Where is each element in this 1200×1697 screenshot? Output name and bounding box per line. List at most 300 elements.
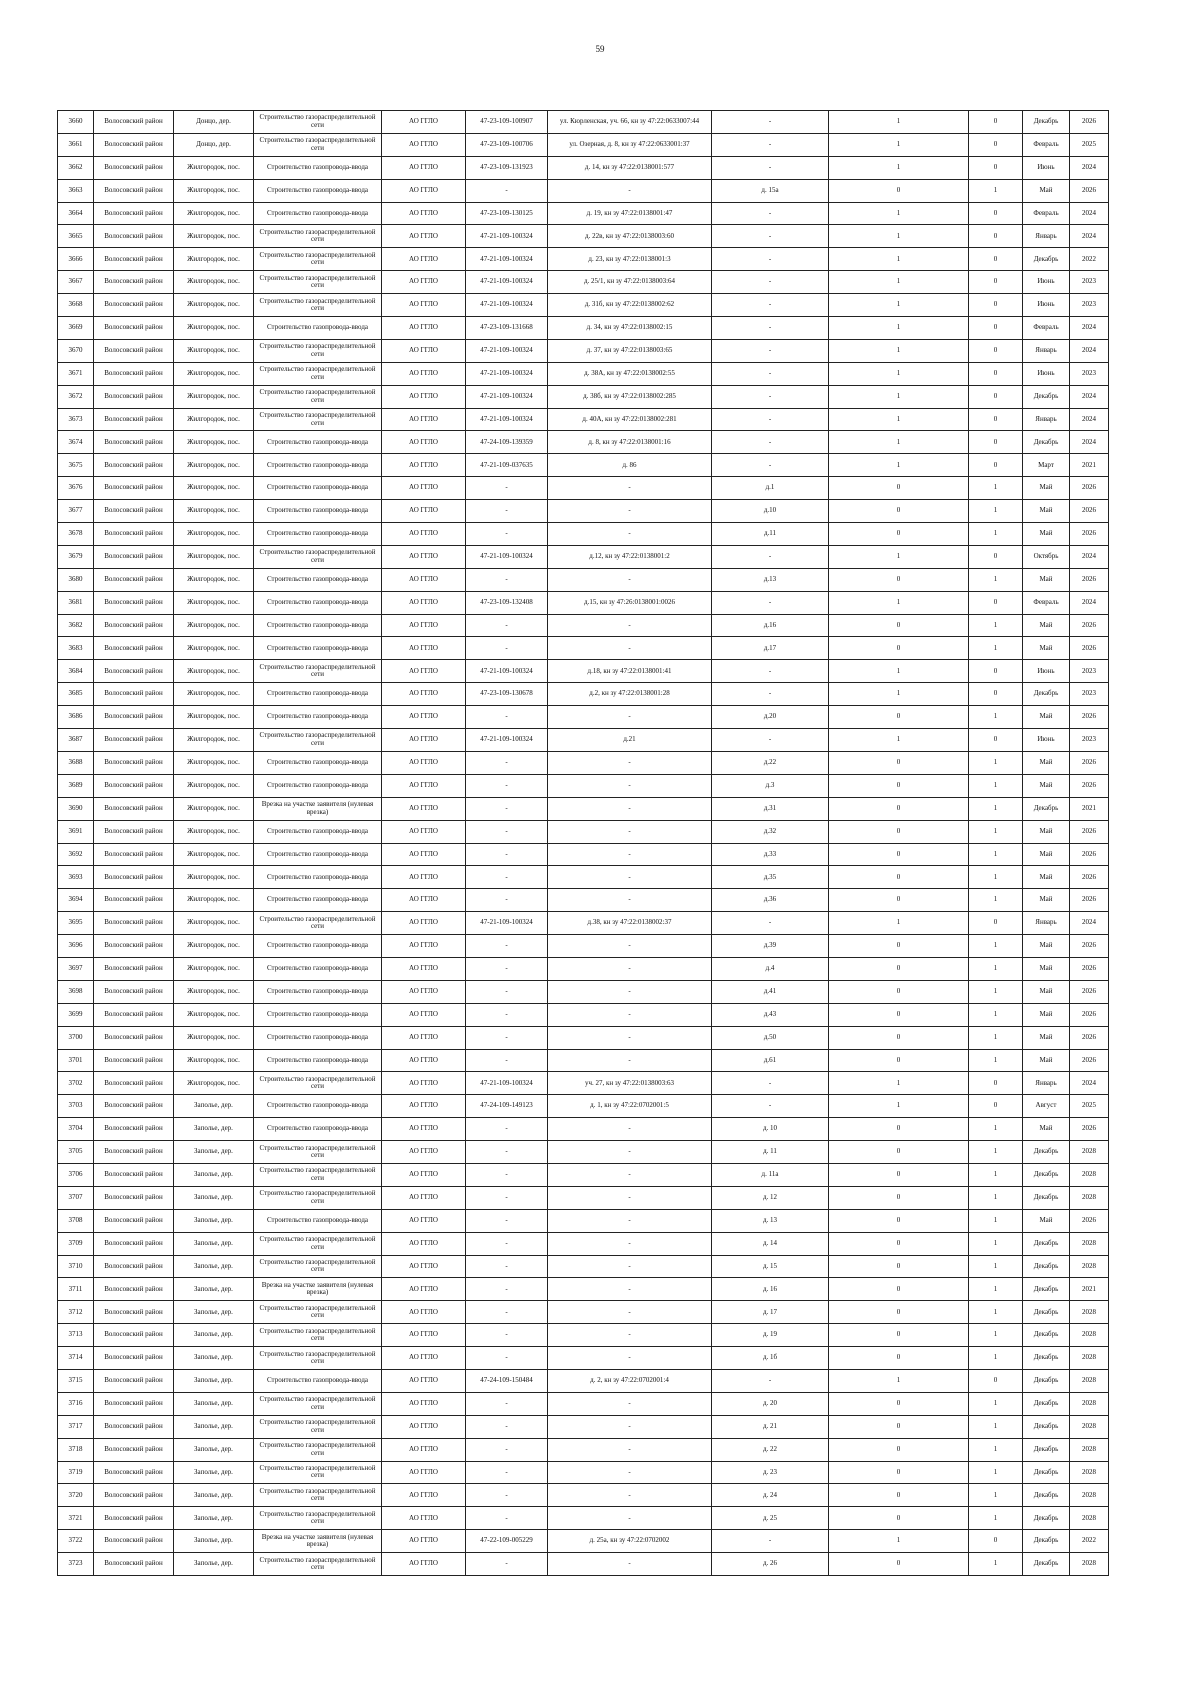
cell-row-number: 3709 xyxy=(58,1232,94,1255)
page-number: 59 xyxy=(595,44,605,54)
cell-work-type: Строительство газораспределительной сети xyxy=(254,1347,382,1370)
cell-address-cadastral: д. 40А, кн зу 47:22:0138002:281 xyxy=(548,408,712,431)
cell-application-number: 47-21-109-100324 xyxy=(466,545,548,568)
cell-settlement: Жилгородок, пос. xyxy=(174,935,254,958)
cell-year: 2028 xyxy=(1070,1141,1109,1164)
cell-count-a: 0 xyxy=(829,523,969,546)
cell-year: 2026 xyxy=(1070,500,1109,523)
cell-organization: АО ГГЛО xyxy=(382,248,466,271)
cell-house-number: д.32 xyxy=(712,820,829,843)
cell-count-b: 1 xyxy=(969,843,1023,866)
cell-count-b: 1 xyxy=(969,1232,1023,1255)
cell-organization: АО ГГЛО xyxy=(382,225,466,248)
cell-settlement: Жилгородок, пос. xyxy=(174,500,254,523)
cell-house-number: - xyxy=(712,339,829,362)
cell-settlement: Жилгородок, пос. xyxy=(174,660,254,683)
cell-work-type: Строительство газопровода-ввода xyxy=(254,1049,382,1072)
cell-year: 2026 xyxy=(1070,774,1109,797)
cell-count-a: 0 xyxy=(829,797,969,820)
cell-year: 2024 xyxy=(1070,317,1109,340)
cell-organization: АО ГГЛО xyxy=(382,1530,466,1553)
cell-month: Декабрь xyxy=(1023,1255,1070,1278)
cell-row-number: 3689 xyxy=(58,774,94,797)
cell-work-type: Строительство газопровода-ввода xyxy=(254,591,382,614)
cell-work-type: Строительство газораспределительной сети xyxy=(254,271,382,294)
cell-month: Май xyxy=(1023,1003,1070,1026)
cell-house-number: д. 12 xyxy=(712,1186,829,1209)
cell-application-number: - xyxy=(466,1141,548,1164)
cell-month: Август xyxy=(1023,1095,1070,1118)
cell-row-number: 3660 xyxy=(58,111,94,134)
cell-work-type: Строительство газораспределительной сети xyxy=(254,225,382,248)
cell-count-a: 0 xyxy=(829,1553,969,1576)
table-row xyxy=(58,1415,1109,1438)
cell-settlement: Жилгородок, пос. xyxy=(174,980,254,1003)
cell-organization: АО ГГЛО xyxy=(382,1278,466,1301)
cell-work-type: Строительство газопровода-ввода xyxy=(254,1369,382,1392)
table-row xyxy=(58,1141,1109,1164)
cell-address-cadastral: д. 25а, кн зу 47:22:0702002 xyxy=(548,1530,712,1553)
cell-district: Волосовский район xyxy=(94,1026,174,1049)
cell-count-b: 0 xyxy=(969,408,1023,431)
cell-row-number: 3701 xyxy=(58,1049,94,1072)
cell-year: 2024 xyxy=(1070,156,1109,179)
cell-count-a: 1 xyxy=(829,225,969,248)
cell-count-b: 0 xyxy=(969,317,1023,340)
cell-month: Декабрь xyxy=(1023,797,1070,820)
cell-district: Волосовский район xyxy=(94,431,174,454)
cell-year: 2028 xyxy=(1070,1507,1109,1530)
cell-organization: АО ГГЛО xyxy=(382,706,466,729)
table-row xyxy=(58,1209,1109,1232)
cell-year: 2028 xyxy=(1070,1438,1109,1461)
cell-settlement: Жилгородок, пос. xyxy=(174,889,254,912)
cell-address-cadastral: - xyxy=(548,1118,712,1141)
cell-address-cadastral: д.2, кн зу 47:22:0138001:28 xyxy=(548,683,712,706)
cell-work-type: Врезка на участке заявителя (нулевая врезка) xyxy=(254,1530,382,1553)
cell-count-a: 0 xyxy=(829,774,969,797)
cell-address-cadastral: - xyxy=(548,889,712,912)
cell-address-cadastral: д.12, кн зу 47:22:0138001:2 xyxy=(548,545,712,568)
cell-count-a: 0 xyxy=(829,1186,969,1209)
cell-settlement: Заполье, дер. xyxy=(174,1392,254,1415)
table-row xyxy=(58,1301,1109,1324)
cell-month: Декабрь xyxy=(1023,1141,1070,1164)
cell-settlement: Жилгородок, пос. xyxy=(174,454,254,477)
cell-house-number: д.16 xyxy=(712,614,829,637)
table-row xyxy=(58,1186,1109,1209)
cell-district: Волосовский район xyxy=(94,317,174,340)
table-row xyxy=(58,1484,1109,1507)
cell-month: Февраль xyxy=(1023,202,1070,225)
cell-district: Волосовский район xyxy=(94,774,174,797)
cell-count-a: 0 xyxy=(829,1301,969,1324)
cell-organization: АО ГГЛО xyxy=(382,202,466,225)
cell-count-a: 0 xyxy=(829,980,969,1003)
cell-application-number: 47-23-109-100706 xyxy=(466,133,548,156)
cell-count-b: 0 xyxy=(969,591,1023,614)
cell-row-number: 3700 xyxy=(58,1026,94,1049)
cell-count-a: 1 xyxy=(829,156,969,179)
cell-row-number: 3720 xyxy=(58,1484,94,1507)
cell-count-a: 0 xyxy=(829,957,969,980)
table-row xyxy=(58,889,1109,912)
table-row xyxy=(58,431,1109,454)
cell-work-type: Строительство газопровода-ввода xyxy=(254,202,382,225)
cell-year: 2026 xyxy=(1070,843,1109,866)
cell-settlement: Донцо, дер. xyxy=(174,133,254,156)
cell-count-b: 0 xyxy=(969,202,1023,225)
table-row xyxy=(58,156,1109,179)
cell-settlement: Жилгородок, пос. xyxy=(174,317,254,340)
cell-district: Волосовский район xyxy=(94,1392,174,1415)
cell-district: Волосовский район xyxy=(94,843,174,866)
cell-address-cadastral: - xyxy=(548,500,712,523)
table-row xyxy=(58,1530,1109,1553)
cell-district: Волосовский район xyxy=(94,1049,174,1072)
cell-address-cadastral: д. 86 xyxy=(548,454,712,477)
cell-district: Волосовский район xyxy=(94,889,174,912)
cell-count-a: 1 xyxy=(829,729,969,752)
cell-work-type: Строительство газопровода-ввода xyxy=(254,889,382,912)
cell-count-a: 0 xyxy=(829,1232,969,1255)
cell-count-a: 0 xyxy=(829,1324,969,1347)
cell-house-number: - xyxy=(712,729,829,752)
cell-month: Декабрь xyxy=(1023,248,1070,271)
cell-settlement: Заполье, дер. xyxy=(174,1347,254,1370)
cell-work-type: Строительство газораспределительной сети xyxy=(254,1484,382,1507)
cell-application-number: - xyxy=(466,477,548,500)
cell-house-number: д. 20 xyxy=(712,1392,829,1415)
cell-organization: АО ГГЛО xyxy=(382,1072,466,1095)
cell-organization: АО ГГЛО xyxy=(382,660,466,683)
cell-address-cadastral: - xyxy=(548,614,712,637)
cell-count-b: 1 xyxy=(969,179,1023,202)
cell-row-number: 3706 xyxy=(58,1163,94,1186)
cell-application-number: - xyxy=(466,1438,548,1461)
cell-month: Декабрь xyxy=(1023,431,1070,454)
cell-row-number: 3723 xyxy=(58,1553,94,1576)
cell-district: Волосовский район xyxy=(94,1484,174,1507)
cell-year: 2028 xyxy=(1070,1484,1109,1507)
table-row xyxy=(58,729,1109,752)
cell-row-number: 3718 xyxy=(58,1438,94,1461)
cell-work-type: Строительство газораспределительной сети xyxy=(254,1301,382,1324)
cell-count-b: 0 xyxy=(969,545,1023,568)
cell-district: Волосовский район xyxy=(94,1072,174,1095)
cell-address-cadastral: - xyxy=(548,1209,712,1232)
cell-count-b: 0 xyxy=(969,454,1023,477)
cell-application-number: - xyxy=(466,1209,548,1232)
cell-year: 2026 xyxy=(1070,706,1109,729)
cell-address-cadastral: д. 1, кн зу 47:22:0702001:5 xyxy=(548,1095,712,1118)
cell-count-a: 0 xyxy=(829,1003,969,1026)
cell-settlement: Жилгородок, пос. xyxy=(174,156,254,179)
cell-row-number: 3717 xyxy=(58,1415,94,1438)
cell-application-number: - xyxy=(466,1392,548,1415)
cell-settlement: Жилгородок, пос. xyxy=(174,294,254,317)
cell-month: Май xyxy=(1023,957,1070,980)
cell-count-b: 0 xyxy=(969,729,1023,752)
cell-organization: АО ГГЛО xyxy=(382,111,466,134)
cell-month: Январь xyxy=(1023,1072,1070,1095)
cell-count-a: 1 xyxy=(829,660,969,683)
table-row xyxy=(58,1347,1109,1370)
cell-settlement: Заполье, дер. xyxy=(174,1369,254,1392)
cell-month: Май xyxy=(1023,1209,1070,1232)
cell-organization: АО ГГЛО xyxy=(382,1255,466,1278)
cell-application-number: - xyxy=(466,751,548,774)
cell-organization: АО ГГЛО xyxy=(382,1301,466,1324)
table-row xyxy=(58,179,1109,202)
cell-row-number: 3679 xyxy=(58,545,94,568)
cell-application-number: 47-21-109-100324 xyxy=(466,912,548,935)
cell-organization: АО ГГЛО xyxy=(382,1026,466,1049)
cell-row-number: 3681 xyxy=(58,591,94,614)
cell-house-number: д.41 xyxy=(712,980,829,1003)
table-row xyxy=(58,1072,1109,1095)
cell-count-b: 1 xyxy=(969,1255,1023,1278)
cell-year: 2024 xyxy=(1070,339,1109,362)
cell-work-type: Строительство газораспределительной сети xyxy=(254,729,382,752)
cell-address-cadastral: д. 19, кн зу 47:22:0138001:47 xyxy=(548,202,712,225)
cell-year: 2021 xyxy=(1070,1278,1109,1301)
cell-address-cadastral: д. 38А, кн зу 47:22:0138002:55 xyxy=(548,362,712,385)
cell-count-b: 1 xyxy=(969,614,1023,637)
cell-address-cadastral: - xyxy=(548,1186,712,1209)
cell-application-number: 47-24-109-150484 xyxy=(466,1369,548,1392)
cell-year: 2028 xyxy=(1070,1392,1109,1415)
cell-count-a: 1 xyxy=(829,408,969,431)
cell-application-number: - xyxy=(466,935,548,958)
cell-year: 2022 xyxy=(1070,248,1109,271)
cell-work-type: Строительство газораспределительной сети xyxy=(254,1392,382,1415)
cell-work-type: Строительство газопровода-ввода xyxy=(254,820,382,843)
cell-count-b: 0 xyxy=(969,431,1023,454)
cell-work-type: Строительство газопровода-ввода xyxy=(254,317,382,340)
cell-organization: АО ГГЛО xyxy=(382,866,466,889)
cell-house-number: д.13 xyxy=(712,568,829,591)
register-table-body xyxy=(58,111,1109,1576)
cell-application-number: 47-21-109-100324 xyxy=(466,408,548,431)
cell-house-number: д.3 xyxy=(712,774,829,797)
cell-count-a: 0 xyxy=(829,614,969,637)
cell-row-number: 3665 xyxy=(58,225,94,248)
cell-count-b: 0 xyxy=(969,362,1023,385)
cell-organization: АО ГГЛО xyxy=(382,500,466,523)
cell-year: 2024 xyxy=(1070,545,1109,568)
cell-row-number: 3708 xyxy=(58,1209,94,1232)
cell-row-number: 3704 xyxy=(58,1118,94,1141)
cell-work-type: Строительство газопровода-ввода xyxy=(254,568,382,591)
cell-address-cadastral: - xyxy=(548,1484,712,1507)
cell-row-number: 3694 xyxy=(58,889,94,912)
cell-count-a: 0 xyxy=(829,706,969,729)
cell-month: Декабрь xyxy=(1023,1392,1070,1415)
cell-month: Май xyxy=(1023,820,1070,843)
table-row xyxy=(58,1553,1109,1576)
cell-application-number: - xyxy=(466,1163,548,1186)
cell-address-cadastral: д. 2, кн зу 47:22:0702001:4 xyxy=(548,1369,712,1392)
cell-application-number: - xyxy=(466,1278,548,1301)
cell-row-number: 3672 xyxy=(58,385,94,408)
cell-count-b: 1 xyxy=(969,1049,1023,1072)
cell-address-cadastral: - xyxy=(548,568,712,591)
cell-house-number: д.10 xyxy=(712,500,829,523)
cell-district: Волосовский район xyxy=(94,1347,174,1370)
cell-application-number: - xyxy=(466,1347,548,1370)
cell-application-number: - xyxy=(466,1049,548,1072)
cell-month: Декабрь xyxy=(1023,1232,1070,1255)
cell-work-type: Строительство газопровода-ввода xyxy=(254,935,382,958)
cell-address-cadastral: - xyxy=(548,774,712,797)
table-row xyxy=(58,225,1109,248)
cell-work-type: Строительство газораспределительной сети xyxy=(254,912,382,935)
cell-organization: АО ГГЛО xyxy=(382,637,466,660)
cell-year: 2026 xyxy=(1070,820,1109,843)
cell-work-type: Строительство газораспределительной сети xyxy=(254,408,382,431)
cell-organization: АО ГГЛО xyxy=(382,156,466,179)
cell-house-number: д.4 xyxy=(712,957,829,980)
cell-settlement: Заполье, дер. xyxy=(174,1461,254,1484)
cell-work-type: Строительство газопровода-ввода xyxy=(254,980,382,1003)
cell-month: Май xyxy=(1023,774,1070,797)
cell-house-number: - xyxy=(712,225,829,248)
cell-address-cadastral: - xyxy=(548,980,712,1003)
cell-district: Волосовский район xyxy=(94,339,174,362)
cell-count-a: 1 xyxy=(829,133,969,156)
cell-work-type: Строительство газораспределительной сети xyxy=(254,111,382,134)
cell-application-number: - xyxy=(466,1461,548,1484)
cell-house-number: д. 13 xyxy=(712,1209,829,1232)
cell-house-number: - xyxy=(712,683,829,706)
cell-year: 2023 xyxy=(1070,294,1109,317)
cell-count-a: 0 xyxy=(829,866,969,889)
cell-organization: АО ГГЛО xyxy=(382,523,466,546)
cell-count-b: 1 xyxy=(969,1026,1023,1049)
cell-organization: АО ГГЛО xyxy=(382,1141,466,1164)
cell-address-cadastral: - xyxy=(548,637,712,660)
table-row xyxy=(58,1255,1109,1278)
cell-organization: АО ГГЛО xyxy=(382,1232,466,1255)
cell-count-a: 0 xyxy=(829,637,969,660)
cell-work-type: Строительство газопровода-ввода xyxy=(254,523,382,546)
cell-district: Волосовский район xyxy=(94,591,174,614)
cell-year: 2026 xyxy=(1070,935,1109,958)
cell-month: Январь xyxy=(1023,408,1070,431)
cell-row-number: 3698 xyxy=(58,980,94,1003)
cell-house-number: д.36 xyxy=(712,889,829,912)
table-row xyxy=(58,843,1109,866)
cell-count-a: 0 xyxy=(829,568,969,591)
cell-organization: АО ГГЛО xyxy=(382,751,466,774)
cell-count-a: 0 xyxy=(829,500,969,523)
cell-address-cadastral: - xyxy=(548,179,712,202)
cell-district: Волосовский район xyxy=(94,500,174,523)
cell-row-number: 3710 xyxy=(58,1255,94,1278)
cell-year: 2024 xyxy=(1070,408,1109,431)
cell-count-b: 1 xyxy=(969,1484,1023,1507)
cell-settlement: Жилгородок, пос. xyxy=(174,523,254,546)
cell-work-type: Строительство газопровода-ввода xyxy=(254,957,382,980)
cell-application-number: 47-21-109-100324 xyxy=(466,294,548,317)
cell-month: Июнь xyxy=(1023,660,1070,683)
cell-count-b: 1 xyxy=(969,1141,1023,1164)
cell-work-type: Строительство газораспределительной сети xyxy=(254,1232,382,1255)
cell-row-number: 3682 xyxy=(58,614,94,637)
cell-month: Май xyxy=(1023,1026,1070,1049)
cell-address-cadastral: - xyxy=(548,1049,712,1072)
cell-count-a: 0 xyxy=(829,179,969,202)
cell-application-number: 47-23-109-100907 xyxy=(466,111,548,134)
cell-month: Май xyxy=(1023,637,1070,660)
cell-work-type: Строительство газопровода-ввода xyxy=(254,500,382,523)
cell-row-number: 3688 xyxy=(58,751,94,774)
cell-count-b: 1 xyxy=(969,1438,1023,1461)
cell-row-number: 3683 xyxy=(58,637,94,660)
cell-address-cadastral: - xyxy=(548,1255,712,1278)
table-row xyxy=(58,385,1109,408)
cell-work-type: Строительство газораспределительной сети xyxy=(254,1461,382,1484)
cell-work-type: Строительство газопровода-ввода xyxy=(254,179,382,202)
cell-settlement: Жилгородок, пос. xyxy=(174,957,254,980)
cell-application-number: 47-23-109-131668 xyxy=(466,317,548,340)
cell-year: 2023 xyxy=(1070,683,1109,706)
cell-address-cadastral: - xyxy=(548,820,712,843)
cell-house-number: д. 11 xyxy=(712,1141,829,1164)
cell-year: 2026 xyxy=(1070,179,1109,202)
cell-settlement: Жилгородок, пос. xyxy=(174,912,254,935)
cell-settlement: Жилгородок, пос. xyxy=(174,545,254,568)
cell-count-b: 1 xyxy=(969,477,1023,500)
table-row xyxy=(58,248,1109,271)
cell-count-b: 0 xyxy=(969,271,1023,294)
cell-house-number: д. 15 xyxy=(712,1255,829,1278)
cell-settlement: Жилгородок, пос. xyxy=(174,774,254,797)
cell-district: Волосовский район xyxy=(94,362,174,385)
cell-count-a: 1 xyxy=(829,545,969,568)
cell-application-number: - xyxy=(466,820,548,843)
table-row xyxy=(58,1278,1109,1301)
table-row xyxy=(58,317,1109,340)
cell-house-number: д. 19 xyxy=(712,1324,829,1347)
cell-row-number: 3686 xyxy=(58,706,94,729)
cell-house-number: - xyxy=(712,545,829,568)
cell-district: Волосовский район xyxy=(94,935,174,958)
cell-count-a: 0 xyxy=(829,1392,969,1415)
cell-organization: АО ГГЛО xyxy=(382,1118,466,1141)
cell-row-number: 3667 xyxy=(58,271,94,294)
cell-address-cadastral: д.38, кн зу 47:22:0138002:37 xyxy=(548,912,712,935)
cell-organization: АО ГГЛО xyxy=(382,912,466,935)
cell-organization: АО ГГЛО xyxy=(382,317,466,340)
cell-count-b: 1 xyxy=(969,935,1023,958)
cell-work-type: Строительство газораспределительной сети xyxy=(254,133,382,156)
cell-count-b: 1 xyxy=(969,797,1023,820)
cell-application-number: - xyxy=(466,889,548,912)
cell-month: Май xyxy=(1023,1049,1070,1072)
cell-work-type: Строительство газораспределительной сети xyxy=(254,339,382,362)
cell-row-number: 3697 xyxy=(58,957,94,980)
cell-house-number: д.1 xyxy=(712,477,829,500)
cell-work-type: Строительство газораспределительной сети xyxy=(254,294,382,317)
cell-month: Декабрь xyxy=(1023,683,1070,706)
cell-month: Июнь xyxy=(1023,156,1070,179)
cell-house-number: д. 22 xyxy=(712,1438,829,1461)
cell-settlement: Заполье, дер. xyxy=(174,1186,254,1209)
cell-count-a: 1 xyxy=(829,248,969,271)
cell-house-number: д.20 xyxy=(712,706,829,729)
